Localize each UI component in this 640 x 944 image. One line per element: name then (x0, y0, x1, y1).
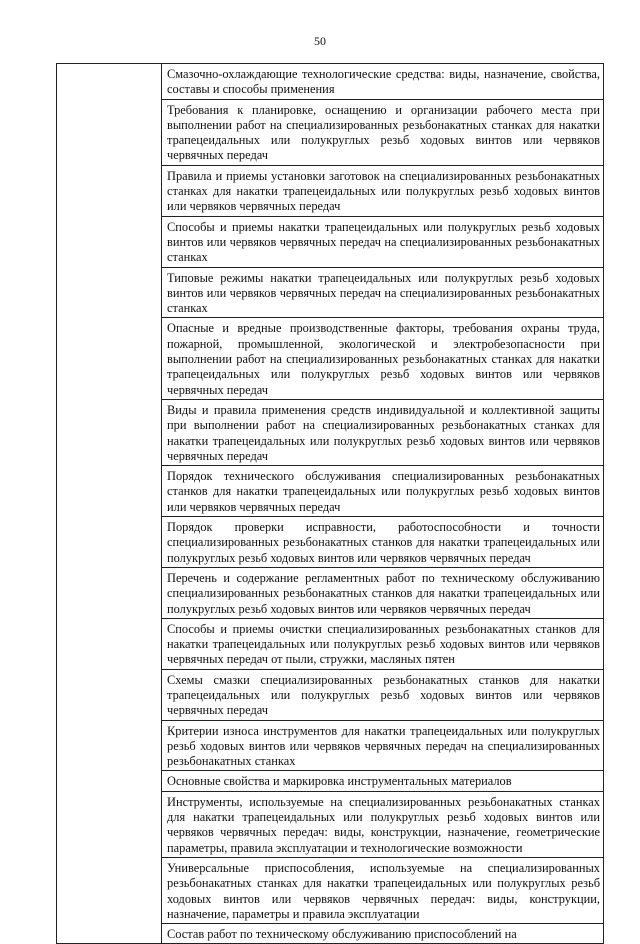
table-row (57, 64, 604, 100)
knowledge-requirements-table (56, 63, 604, 944)
table-cell: Инструменты, используемые на специализированных резьбонакатных станках для накатки трапецеидальных или полукруглых резьб ходовых винтов или червяков червячных передач: виды, конструкции, назначение, геометрические параметры, правила эксплуатации и технологические возможности (162, 791, 604, 857)
page-number: 50 (314, 34, 326, 48)
table-cell: Критерии износа инструментов для накатки трапецеидальных или полукруглых резьб ходовых винтов или червяков червячных передач на специализированных резьбонакатных станках (162, 720, 604, 771)
table-cell: Опасные и вредные производственные факторы, требования охраны труда, пожарной, промышленной, экологической и электробезопасности при выполнении работ на специализированных резьбонакатных станках для накатки трапецеидальных или полукруглых резьб ходовых винтов или червяков червячных передач (162, 318, 604, 399)
table-cell: Виды и правила применения средств индивидуальной и коллективной защиты при выполнении работ на специализированных резьбонакатных станках для накатки трапецеидальных или полукруглых резьб ходовых винтов или червяков червячных передач (162, 399, 604, 465)
table-cell-partial (162, 924, 604, 944)
table-cell: Основные свойства и маркировка инструментальных материалов (162, 771, 604, 791)
table-cell: Перечень и содержание регламентных работ по техническому обслуживанию специализированных резьбонакатных станков для накатки трапецеидальных или полукруглых резьб ходовых винтов или червяков червячных передач (162, 567, 604, 618)
table-cell: Способы и приемы накатки трапецеидальных или полукруглых резьб ходовых винтов или червяков червячных передач на специализированных резьбонакатных станках (162, 216, 604, 267)
table-cell: Способы и приемы очистки специализированных резьбонакатных станков для накатки трапецеидальных или полукруглых резьб ходовых винтов или червяков червячных передач от пыли, стружки, масляных пятен (162, 618, 604, 669)
table-cell: Порядок технического обслуживания специализированных резьбонакатных станков для накатки трапецеидальных или полукруглых резьб ходовых винтов или червяков червячных передач (162, 466, 604, 517)
table-cell: Универсальные приспособления, используемые на специализированных резьбонакатных станках для накатки трапецеидальных или полукруглых резьб ходовых винтов или червяков червячных передач: виды, конструкции, назначение, параметры и правила эксплуатации (162, 857, 604, 923)
table-cell: Схемы смазки специализированных резьбонакатных станков для накатки трапецеидальных или полукруглых резьб ходовых винтов или червяков червячных передач (162, 669, 604, 720)
table-cell: Правила и приемы установки заготовок на специализированных резьбонакатных станках для накатки трапецеидальных или полукруглых резьб ходовых винтов или червяков червячных передач (162, 165, 604, 216)
table-cell: Порядок проверки исправности, работоспособности и точности специализированных резьбонакатных станков для накатки трапецеидальных или полукруглых резьб ходовых винтов или червяков червячных передач (162, 517, 604, 568)
table-cell-text: Состав работ по техническому обслуживанию приспособлений на (167, 927, 517, 942)
table-cell: Смазочно-охлаждающие технологические средства: виды, назначение, свойства, составы и способы применения (162, 64, 604, 100)
table-cell: Требования к планировке, оснащению и организации рабочего места при выполнении работ на специализированных резьбонакатных станках для накатки трапецеидальных или полукруглых резьб ходовых винтов или червяков червячных передач (162, 99, 604, 165)
table-label-column (57, 64, 162, 944)
table-cell: Типовые режимы накатки трапецеидальных или полукруглых резьб ходовых винтов или червяков червячных передач на специализированных резьбонакатных станках (162, 267, 604, 318)
